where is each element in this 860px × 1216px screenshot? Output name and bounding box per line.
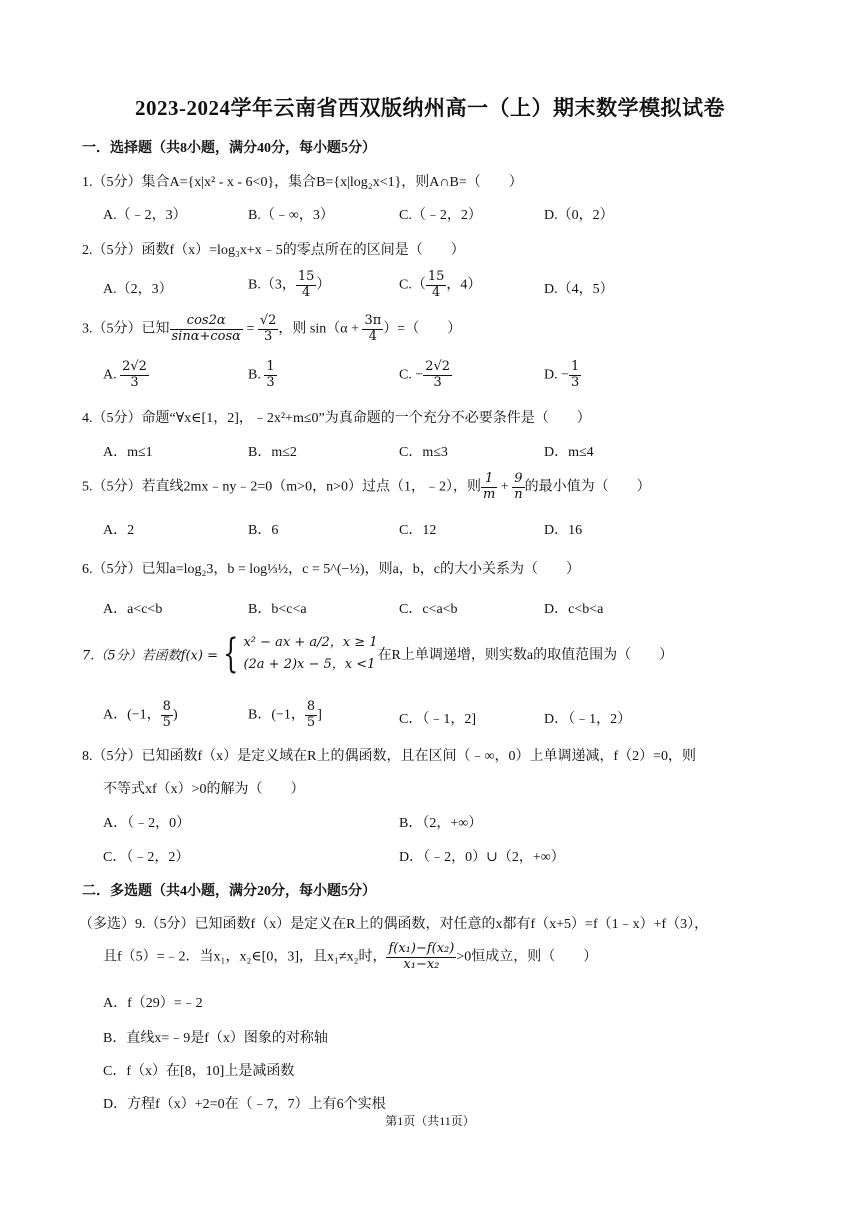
question-8-stem-line-2: 不等式xf（x）>0的解为（ ） <box>103 782 305 797</box>
denominator: n <box>514 486 523 502</box>
question-6-stem: 6.（5分）已知a=log₂3，b = log⅓½，c = 5^(−½)，则a，b，c的大小关系为（ ） <box>82 562 580 577</box>
left-brace-icon: { <box>223 631 239 677</box>
question-7-stem <box>82 632 673 676</box>
denominator: x₁−x₂ <box>403 956 440 972</box>
question-8-options-row-2 <box>103 846 803 870</box>
option-c[interactable]: C．12 <box>399 523 437 538</box>
option-c[interactable]: C．f（x）在[8，10]上是减函数 <box>103 1064 295 1079</box>
option-b-suffix: ] <box>317 707 322 723</box>
q7-prefix: 7.（5分）若函数f(x) = <box>82 648 218 664</box>
fraction-1-over-m <box>481 472 497 503</box>
case-1: x² − ax + a/2，x ≥ 1 <box>243 635 378 650</box>
denominator: 4 <box>368 328 378 344</box>
fraction-sqrt2-over-3 <box>258 314 279 345</box>
option-d[interactable]: D．（﹣2，0）∪（2，+∞） <box>399 850 565 865</box>
denominator: sinα+cosα <box>171 328 241 344</box>
option-a[interactable]: A．m≤1 <box>103 445 153 460</box>
option-a[interactable]: A．f（29）=﹣2 <box>103 996 203 1011</box>
option-a-prefix: A．(−1， <box>103 707 161 723</box>
fraction-8-over-5 <box>305 700 317 731</box>
option-b[interactable]: B．（2，+∞） <box>399 816 483 831</box>
numerator: 9 <box>512 472 524 488</box>
numerator: 1 <box>481 472 497 488</box>
numerator: 15 <box>427 269 445 284</box>
option-b-prefix: B.（3， <box>248 277 296 293</box>
question-8-stem-line-1: 8.（5分）已知函数f（x）是定义域在R上的偶函数，且在区间（﹣∞，0）上单调递减，f（2）=0，则 <box>82 749 697 764</box>
option-b[interactable]: B.（﹣∞，3） <box>248 208 334 223</box>
question-2-stem: 2.（5分）函数f（x）=log₃x+x﹣5的零点所在的区间是（ ） <box>82 243 465 258</box>
option-b[interactable] <box>248 700 322 731</box>
q5-prefix: 5.（5分）若直线2mx﹣ny﹣2=0（m>0，n>0）过点（1，﹣2），则 <box>82 479 481 495</box>
piecewise-cases <box>243 632 377 676</box>
question-5-options <box>103 519 803 543</box>
option-a[interactable]: A.（2，3） <box>103 282 173 297</box>
option-b-suffix: ） <box>316 277 331 293</box>
numerator: f(x₁)−f(x₂) <box>388 941 455 956</box>
denominator: 4 <box>301 284 311 300</box>
numerator: 1 <box>571 359 580 374</box>
option-a-suffix: ) <box>172 707 178 723</box>
equals-sign: = <box>242 321 258 337</box>
denominator: 3 <box>130 374 139 390</box>
denominator: 4 <box>431 284 441 300</box>
denominator: 5 <box>162 714 171 730</box>
option-a[interactable]: A.（﹣2，3） <box>103 208 187 223</box>
option-d[interactable]: D．16 <box>544 523 583 538</box>
section-heading-multi-choice: 二．多选题（共4小题，满分20分，每小题5分） <box>82 884 376 899</box>
page-title: 2023-2024学年云南省西双版纳州高一（上）期末数学模拟试卷 <box>135 96 725 120</box>
option-a[interactable] <box>103 700 178 731</box>
numerator: 1 <box>266 359 275 374</box>
numerator: 15 <box>297 269 315 284</box>
option-b[interactable]: B．直线x=﹣9是f（x）图象的对称轴 <box>103 1031 328 1046</box>
option-b-prefix: B．(−1， <box>248 707 305 723</box>
fraction-2sqrt2-over-3 <box>423 360 452 391</box>
option-c[interactable]: C．（﹣2，2） <box>103 850 190 865</box>
fraction-cos2a <box>170 314 243 345</box>
denominator: 3 <box>266 374 275 390</box>
option-b[interactable] <box>248 360 277 391</box>
fraction-9-over-n <box>512 472 524 503</box>
question-3-stem <box>82 314 461 345</box>
question-4-options <box>103 441 803 465</box>
numerator: 8 <box>306 699 316 714</box>
question-2-options <box>103 270 803 302</box>
fraction-2sqrt2-over-3 <box>120 360 149 391</box>
numerator: 2√2 <box>122 359 147 374</box>
q7-suffix: 在R上单调递增，则实数a的取值范围为（ ） <box>377 648 674 663</box>
denominator: m <box>482 486 496 502</box>
question-5-stem <box>82 472 651 503</box>
numerator: √2 <box>259 313 277 328</box>
q3-suffix: ）=（ ） <box>383 321 462 337</box>
fraction-difference-quotient <box>386 942 456 973</box>
q9-line2-suffix: >0恒成立，则（ ） <box>456 949 598 965</box>
question-6-options <box>103 598 803 622</box>
option-c-label: C. − <box>399 367 424 383</box>
option-c[interactable]: C.（﹣2，2） <box>399 208 482 223</box>
question-4-stem: 4.（5分）命题“∀x∈[1，2]，﹣2x²+m≤0”为真命题的一个充分不必要条件是（ ） <box>82 411 591 426</box>
denominator: 3 <box>263 328 273 344</box>
fraction-15-over-4 <box>426 270 447 301</box>
option-c[interactable]: C．（﹣1，2] <box>399 712 476 727</box>
option-c[interactable] <box>399 360 452 391</box>
option-d[interactable] <box>544 360 581 391</box>
fraction-15-over-4 <box>296 270 317 301</box>
fraction-8-over-5 <box>161 700 173 731</box>
option-d[interactable]: D．m≤4 <box>544 445 594 460</box>
option-d[interactable]: D．方程f（x）+2=0在（﹣7，7）上有6个实根 <box>103 1097 386 1112</box>
numerator: 3π <box>364 313 382 328</box>
option-c-prefix: C.（ <box>399 277 426 293</box>
question-3-options <box>103 360 803 396</box>
option-b[interactable] <box>248 270 330 301</box>
fraction-3pi-over-4 <box>362 314 383 345</box>
question-9-stem-line-2 <box>103 942 597 973</box>
question-8-options-row-1 <box>103 812 803 836</box>
fraction-1-over-3 <box>569 360 581 391</box>
denominator: 5 <box>306 714 316 730</box>
q9-line2-prefix: 且f（5）=﹣2．当x₁，x₂∈[0，3]，且x₁≠x₂时， <box>103 949 387 965</box>
numerator: cos2α <box>170 314 243 330</box>
question-7-options <box>103 700 803 732</box>
option-b[interactable]: B．m≤2 <box>248 445 297 460</box>
denominator: 3 <box>571 374 580 390</box>
option-c[interactable]: C．m≤3 <box>399 445 448 460</box>
page-footer: 第1页（共11页） <box>385 1114 475 1128</box>
option-d[interactable]: D．c<b<a <box>544 602 604 617</box>
option-c[interactable] <box>399 270 481 301</box>
section-heading-single-choice: 一．选择题（共8小题，满分40分，每小题5分） <box>82 141 376 156</box>
option-d[interactable]: D．（﹣1，2） <box>544 712 632 727</box>
case-2: (2a + 2)x − 5，x <1 <box>243 657 376 672</box>
option-c-suffix: ，4） <box>446 277 482 293</box>
option-d[interactable]: D.（0，2） <box>544 208 614 223</box>
question-1-stem: 1.（5分）集合A={x|x² - x - 6<0}，集合B={x|log₂x<1}，则A∩B=（ ） <box>82 175 523 190</box>
option-a[interactable]: A．2 <box>103 523 135 538</box>
q3-prefix: 3.（5分）已知 <box>82 321 170 337</box>
numerator: 2√2 <box>425 359 451 374</box>
option-a[interactable]: A．a<c<b <box>103 602 163 617</box>
option-c[interactable]: C．c<a<b <box>399 602 458 617</box>
numerator: 8 <box>162 699 171 714</box>
option-b[interactable]: B．6 <box>248 523 279 538</box>
option-a[interactable] <box>103 360 149 391</box>
option-a[interactable]: A．（﹣2，0） <box>103 816 191 831</box>
plus-sign: + <box>497 479 513 495</box>
q5-suffix: 的最小值为（ ） <box>524 479 651 495</box>
q3-middle: ，则 sin（α + <box>278 321 363 337</box>
option-b-label: B. <box>248 367 261 383</box>
option-b[interactable]: B．b<c<a <box>248 602 307 617</box>
question-9-stem-line-1: （多选）9.（5分）已知函数f（x）是定义在R上的偶函数，对任意的x都有f（x+5）=f（1﹣x）+f（3）， <box>79 917 709 932</box>
option-d[interactable]: D.（4，5） <box>544 282 614 297</box>
fraction-1-over-3 <box>264 360 276 391</box>
question-1-options <box>103 204 803 228</box>
denominator: 3 <box>433 374 442 390</box>
option-d-label: D. − <box>544 367 570 383</box>
option-a-label: A. <box>103 367 117 383</box>
